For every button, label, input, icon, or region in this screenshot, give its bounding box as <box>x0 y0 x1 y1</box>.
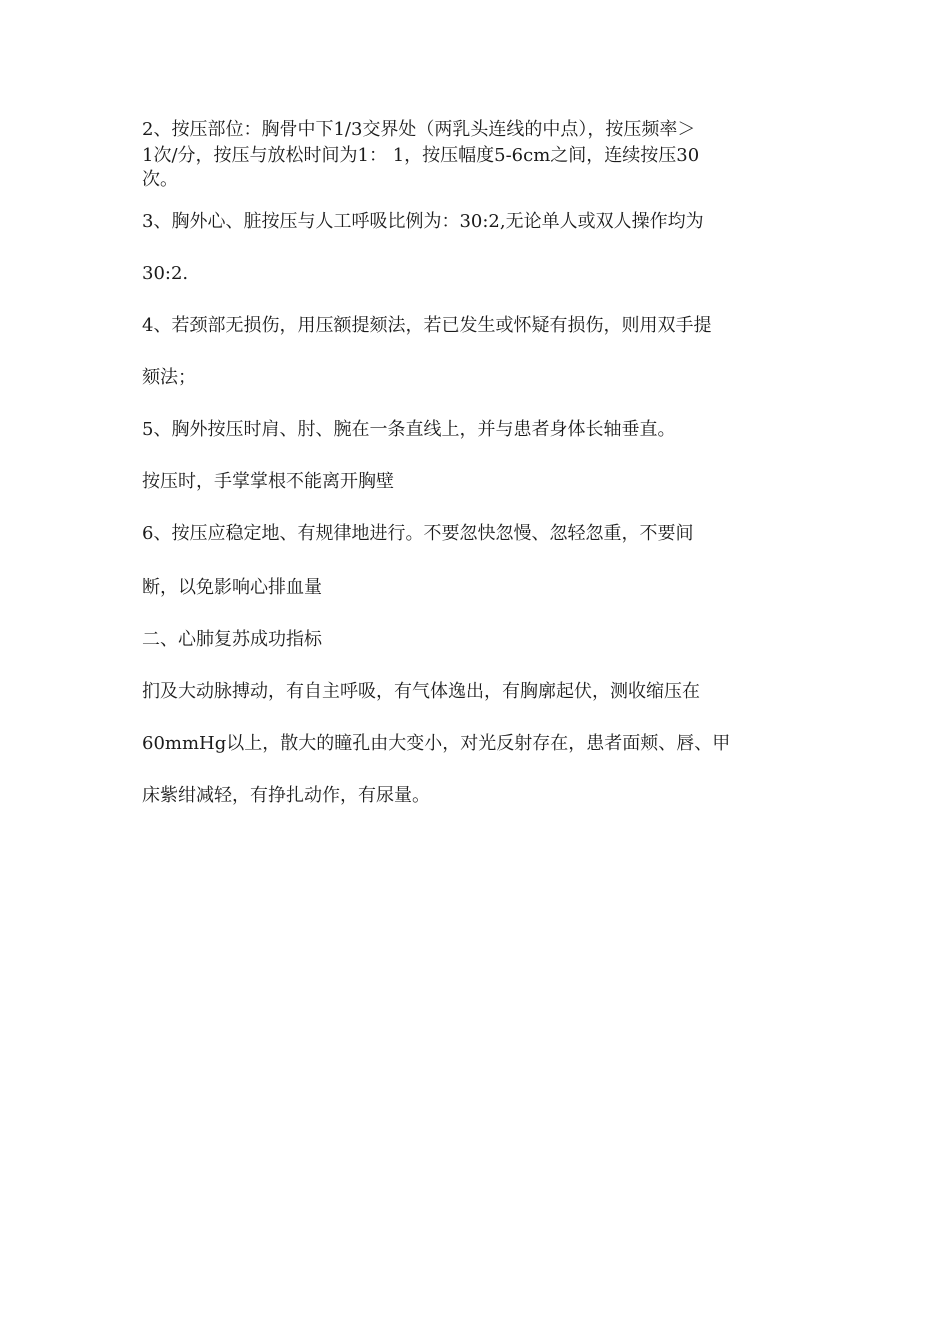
text-line: 次。 <box>142 169 178 190</box>
text-line: 30:2. <box>142 263 189 284</box>
text-line: 扪及大动脉搏动，有自主呼吸，有气体逸出，有胸廓起伏，测收缩压在 <box>142 681 700 702</box>
text-line: 3、胸外心、脏按压与人工呼吸比例为：30:2,无论单人或双人操作均为 <box>142 211 704 232</box>
text-line: 5、胸外按压时肩、肘、腕在一条直线上，并与患者身体长轴垂直。 <box>142 419 676 440</box>
text-line: 2、按压部位：胸骨中下1/3交界处（两乳头连线的中点），按压频率＞ <box>142 119 696 140</box>
text-line: 6、按压应稳定地、有规律地进行。不要忽快忽慢、忽轻忽重，不要间 <box>142 523 694 544</box>
text-line: 4、若颈部无损伤，用压额提颏法，若已发生或怀疑有损伤，则用双手提 <box>142 315 712 336</box>
text-line: 1次/分，按压与放松时间为1： 1，按压幅度5-6cm之间，连续按压30 <box>142 145 700 166</box>
text-line: 颏法； <box>142 367 196 388</box>
text-line: 60mmHg以上，散大的瞳孔由大变小，对光反射存在，患者面颊、唇、甲 <box>142 733 731 754</box>
section-heading: 二、心肺复苏成功指标 <box>142 629 322 650</box>
text-line: 按压时，手掌掌根不能离开胸壁 <box>142 471 394 492</box>
text-line: 床紫绀减轻，有挣扎动作，有尿量。 <box>142 785 430 806</box>
text-line: 断，以免影响心排血量 <box>142 577 322 598</box>
